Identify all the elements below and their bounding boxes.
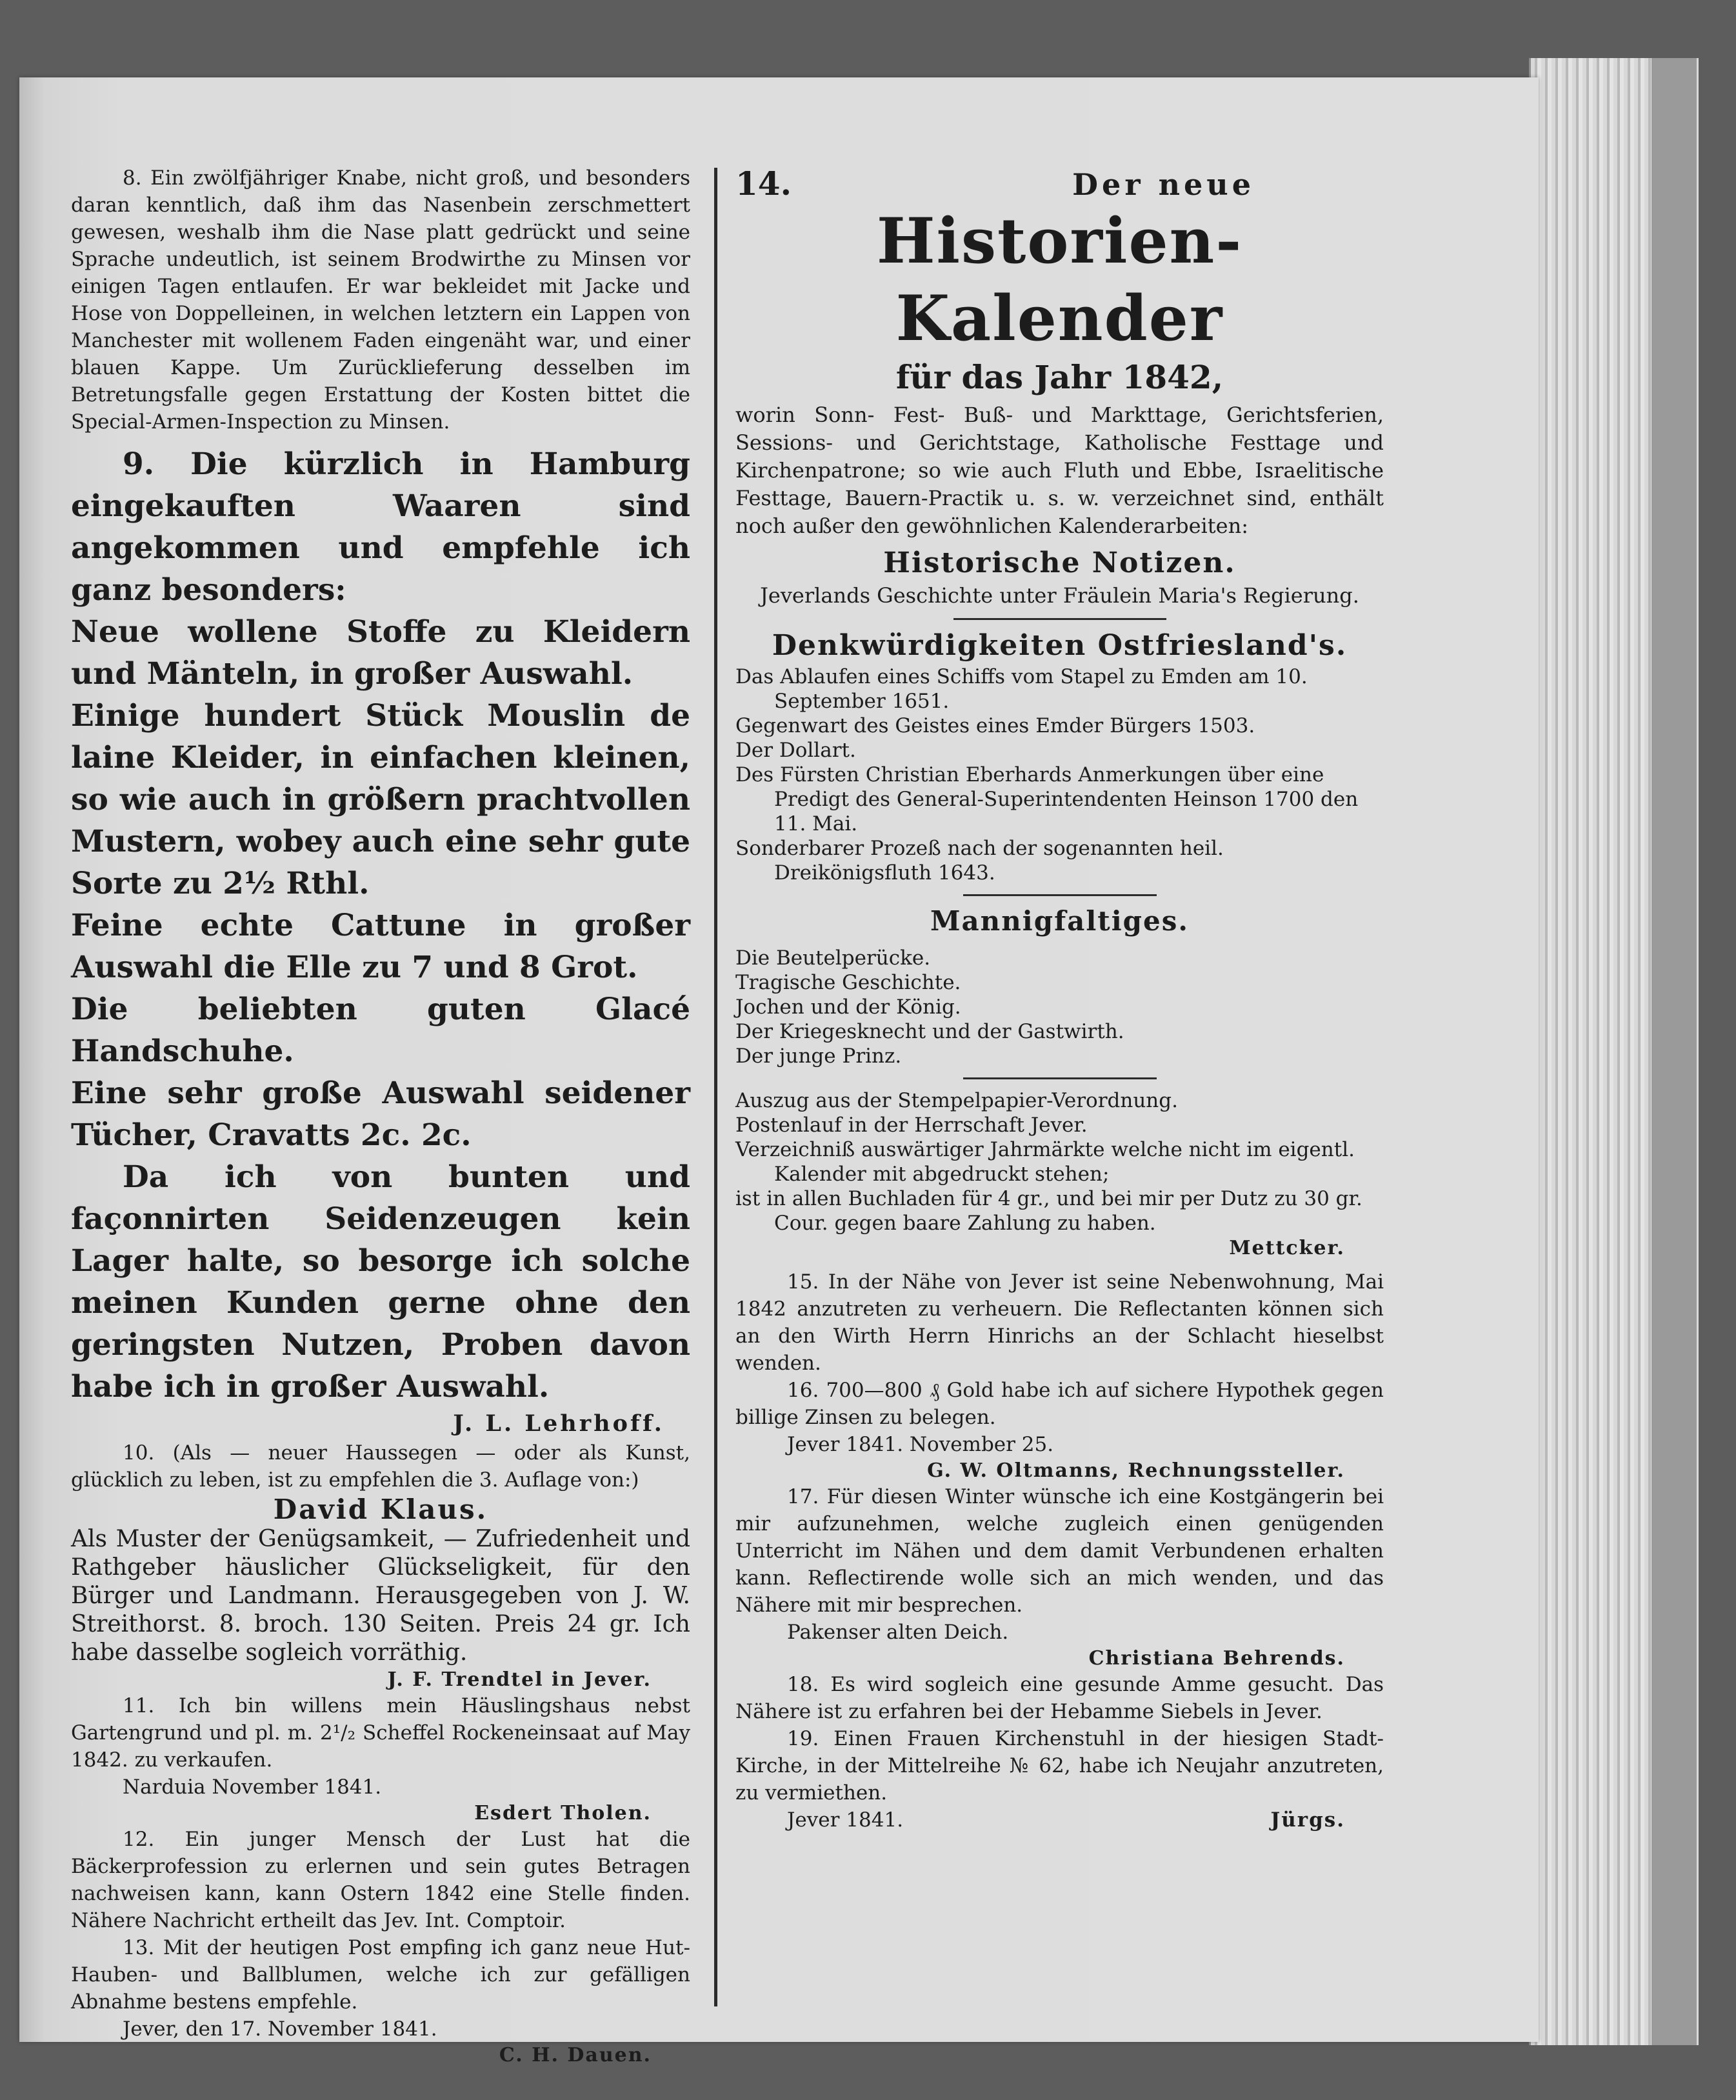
newspaper-page [19,77,1539,2066]
ad-11: 11. Ich bin willens mein Häuslingshaus nebst Gartengrund und pl. m. 2¹/₂ Scheffel Rockeneinsaat auf May 1842. zu verkaufen. [71,1694,690,1772]
ad-10-author: David Klaus. [273,1494,488,1525]
list-item: Sonderbarer Prozeß nach der sogenannten heil. Dreikönigsfluth 1643. [735,837,1224,885]
section-rule [953,618,1166,620]
ad-19-signature: Jürgs. [1270,1808,1345,1832]
ad-14-header [735,165,1384,203]
ad-8: 8. Ein zwölfjähriger Knabe, nicht groß, und besonders daran kenntlich, daß ihm das Nasenbein zerschmettert gewesen, weshalb ihm die Nase platt gedrückt und seine Sprache undeutlich, ist seinem Brodwirthe zu Minsen vor einigen Tagen entlaufen. Er war bekleidet mit Jacke und Hose von Doppelleinen, in welchen letztern ein Lappen von Manchester mit wollenem Faden eingenäht war, und einer blauen Kappe. Um Zurücklieferung desselben im Betretungsfalle gegen Erstattung der Kosten bittet die Special-Armen-Inspection zu Minsen. [71,166,690,434]
list-item: Das Ablaufen eines Schiffs vom Stapel zu Emden am 10. September 1651. [735,665,1308,713]
ad-19-footer [735,1806,1384,1834]
right-column [735,165,1384,1834]
ad-9-line: Eine sehr große Auswahl seidener Tücher, Cravatts 2c. 2c. [71,1075,690,1153]
list-item: Der Dollart. [735,739,856,762]
list-item: Postenlauf in der Herrschaft Jever. [735,1114,1088,1137]
ad-13-place: Jever, den 17. November 1841. [123,2017,437,2041]
left-column [71,165,690,2068]
ad-10-signature: J. F. Trendtel in Jever. [387,1668,652,1691]
heading-mannigfaltiges: Mannigfaltiges. [930,905,1190,937]
ad-12: 12. Ein junger Mensch der Lust hat die Bäckerprofession zu erlernen und sein gutes Betragen nachweisen kann, kann Ostern 1842 eine Stelle finden. Nähere Nachricht ertheilt das Jev. Int. Comptoir. [71,1828,690,1932]
list-item: Jochen und der König. [735,995,961,1019]
ad-9-line: Da ich von bunten und façonnirten Seidenzeugen kein Lager halte, so besorge ich solche meinen Kunden gerne ohne den geringsten Nutzen, Proben davon habe ich in großer Auswahl. [71,1159,690,1405]
heading-denkwuerdigkeiten: Denkwürdigkeiten Ostfriesland's. [772,629,1348,662]
notizen-line: Jeverlands Geschichte unter Fräulein Maria's Regierung. [760,583,1359,608]
ad-17: 17. Für diesen Winter wünsche ich eine Kostgängerin bei mir aufzunehmen, welche zugleich einen genügenden Unterricht im Nähen und dem damit Verbundenen erhalten kann. Reflectirende wolle sich an mich wenden, und das Nähere mit mir besprechen. [735,1485,1384,1617]
ad-19-place: Jever 1841. [787,1808,904,1832]
list-item: Die Beutelperücke. [735,946,931,970]
ad-11-place: Narduia November 1841. [123,1775,382,1799]
ad-15: 15. In der Nähe von Jever ist seine Nebenwohnung, Mai 1842 anzutreten zu verheuern. Die Reflectanten können sich an den Wirth Herrn Hinrichs an der Schlacht hieselbst wenden. [735,1270,1384,1375]
ad-10: 10. (Als — neuer Haussegen — oder als Kunst, glücklich zu leben, ist zu empfehlen die 3. Auflage von:) [71,1441,690,1492]
ad-13-signature: C. H. Dauen. [499,2044,652,2066]
ad-16-signature: G. W. Oltmanns, Rechnungssteller. [927,1459,1345,1482]
list-item: Gegenwart des Geistes eines Emder Bürgers 1503. [735,714,1255,737]
list-item: Des Fürsten Christian Eberhards Anmerkungen über eine Predigt des General-Superintendenten Heinson 1700 den 11. Mai. [735,763,1359,835]
ad-11-signature: Esdert Tholen. [474,1802,652,1825]
section-rule [963,894,1157,896]
ad-16-place: Jever 1841. November 25. [787,1433,1054,1456]
book-cover-board [1651,58,1697,2045]
ad-14-year: für das Jahr 1842, [895,358,1224,396]
ad-16: 16. 700—800 ₰ Gold habe ich auf sichere Hypothek gegen billige Zinsen zu belegen. [735,1379,1384,1429]
list-item: Auszug aus der Stempelpapier-Verordnung. [735,1089,1178,1112]
ad-14-sale: ist in allen Buchladen für 4 gr., und bei mir per Dutz zu 30 gr. Cour. gegen baare Zahlung zu haben. [735,1187,1362,1235]
list-item: Tragische Geschichte. [735,971,961,994]
ad-10-text: Als Muster der Genügsamkeit, — Zufriedenheit und Rathgeber häuslicher Glückseligkeit, für den Bürger und Landmann. Herausgegeben von J. W. Streithorst. 8. broch. 130 Seiten. Preis 24 gr. Ich habe dasselbe sogleich vorräthig. [71,1526,690,1666]
ad-9-line: Neue wollene Stoffe zu Kleidern und Mänteln, in großer Auswahl. [71,614,690,692]
list-item: Der Kriegesknecht und der Gastwirth. [735,1020,1124,1043]
ad-14-signature: Mettcker. [1229,1237,1345,1259]
section-rule [963,1077,1157,1079]
ad-17-signature: Christiana Behrends. [1088,1647,1345,1670]
ad-9-line: Einige hundert Stück Mouslin de laine Kleider, in einfachen kleinen, so wie auch in größern prachtvollen Mustern, wobey auch eine sehr gute Sorte zu 2½ Rthl. [71,698,690,901]
ad-17-place: Pakenser alten Deich. [787,1621,1009,1644]
ad-9-signature: J. L. Lehrhoff. [453,1410,664,1437]
list-item: Verzeichniß auswärtiger Jahrmärkte welche nicht im eigentl. Kalender mit abgedruckt stehen; [735,1138,1355,1186]
ad-13: 13. Mit der heutigen Post empfing ich ganz neue Hut- Hauben- und Ballblumen, welche ich zur gefälligen Abnahme bestens empfehle. [71,1936,690,2014]
ad-14-number: 14. [735,165,792,203]
heading-historische-notizen: Historische Notizen. [883,546,1236,579]
list-item: Der junge Prinz. [735,1045,902,1068]
ad-19: 19. Einen Frauen Kirchenstuhl in der hiesigen Stadt-Kirche, in der Mittelreihe № 62, habe ich Neujahr anzutreten, zu vermiethen. [735,1727,1384,1805]
ad-14-title: Historien-Kalender [876,205,1243,355]
column-divider [714,168,717,2006]
ad-14-intro: worin Sonn- Fest- Buß- und Markttage, Gerichtsferien, Sessions- und Gerichtstage, Katholische Festtage und Kirchenpatrone; so wie auch Fluth und Ebbe, Israelitische Festtage, Bauern-Practik u. s. w. verzeichnet sind, enthält noch außer den gewöhnlichen Kalenderarbeiten: [735,403,1384,538]
ad-9-line: Feine echte Cattune in großer Auswahl die Elle zu 7 und 8 Grot. [71,908,690,985]
ad-9-line: Die beliebten guten Glacé Handschuhe. [71,992,690,1069]
ad-9-intro: 9. Die kürzlich in Hamburg eingekauften Waaren sind angekommen und empfehle ich ganz besonders: [71,446,690,608]
ad-18: 18. Es wird sogleich eine gesunde Amme gesucht. Das Nähere ist zu erfahren bei der Hebamme Siebels in Jever. [735,1673,1384,1723]
ad-14-der-neue: Der neue [1072,167,1255,202]
